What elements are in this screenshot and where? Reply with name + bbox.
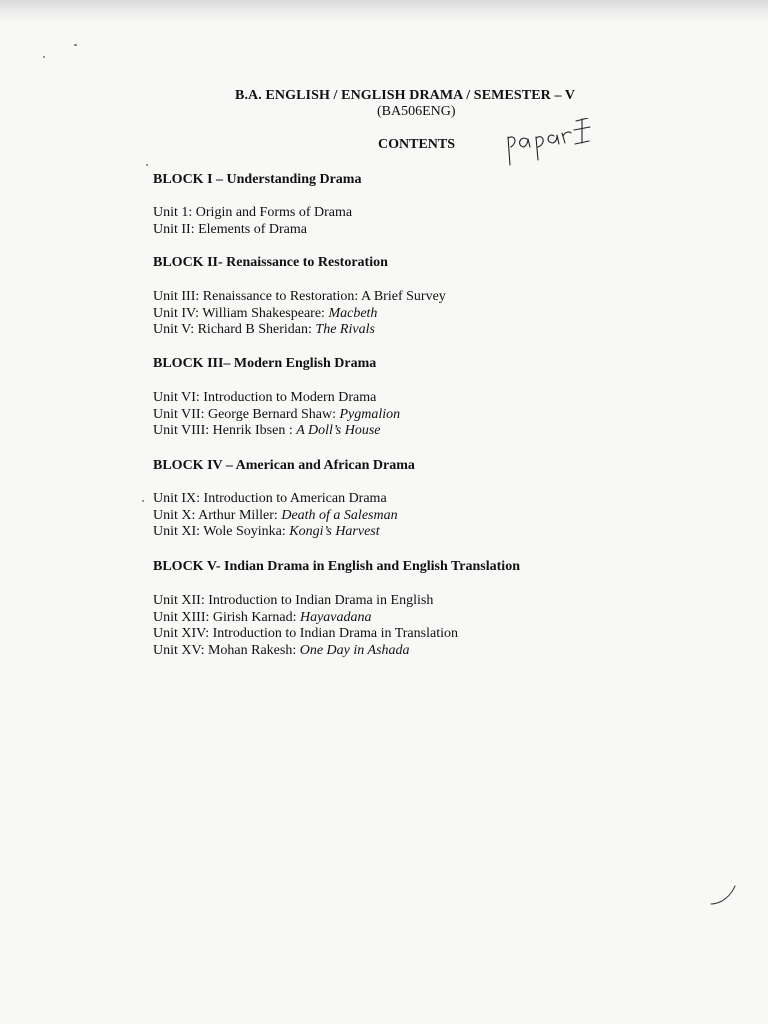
scan-speck xyxy=(74,44,77,46)
unit-label: Unit XIII: Girish Karnad: xyxy=(153,609,300,625)
block-1-unit-list xyxy=(153,205,352,238)
unit-entry xyxy=(153,643,458,660)
unit-label: Unit XV: Mohan Rakesh: xyxy=(153,642,300,658)
unit-label: Unit II: Elements of Drama xyxy=(153,221,307,237)
block-heading: BLOCK I – Understanding Drama xyxy=(153,172,362,187)
unit-label: Unit V: Richard B Sheridan: xyxy=(153,322,316,337)
block-heading: BLOCK V- Indian Drama in English and English Translation xyxy=(153,559,520,574)
unit-entry xyxy=(153,610,458,627)
unit-entry xyxy=(153,626,458,643)
unit-entry xyxy=(153,205,352,222)
block-3-unit-list xyxy=(153,390,400,440)
scan-top-edge xyxy=(0,0,768,22)
scan-speck xyxy=(142,500,144,502)
work-title: Death of a Salesman xyxy=(281,507,398,523)
unit-label: Unit XII: Introduction to Indian Drama in English xyxy=(153,593,434,608)
unit-label: Unit IX: Introduction to American Drama xyxy=(153,491,387,506)
unit-entry xyxy=(153,524,398,541)
unit-label: Unit VII: George Bernard Shaw: xyxy=(153,406,340,422)
unit-label: Unit IV: William Shakespeare: xyxy=(153,305,329,321)
unit-label: Unit VI: Introduction to Modern Drama xyxy=(153,390,377,405)
block-5-unit-list xyxy=(153,593,458,659)
unit-label: Unit 1: Origin and Forms of Drama xyxy=(153,205,353,220)
handwritten-paper-note xyxy=(503,118,595,168)
unit-entry xyxy=(153,222,352,239)
work-title: One Day in Ashada xyxy=(299,642,410,658)
block-heading: BLOCK III– Modern English Drama xyxy=(153,356,377,371)
unit-entry xyxy=(153,407,400,424)
pen-stroke-mark xyxy=(708,884,738,908)
block-4-unit-list xyxy=(153,491,398,541)
unit-label: Unit X: Arthur Miller: xyxy=(153,507,282,523)
unit-label: Unit XI: Wole Soyinka: xyxy=(153,524,290,539)
contents-heading: CONTENTS xyxy=(378,137,456,152)
work-title: Kongi’s Harvest xyxy=(289,524,380,539)
scan-speck xyxy=(146,164,148,166)
unit-label: Unit XIV: Introduction to Indian Drama in Translation xyxy=(153,626,458,641)
work-title: The Rivals xyxy=(315,322,375,337)
work-title: A Doll’s House xyxy=(296,423,381,438)
block-heading: BLOCK II- Renaissance to Restoration xyxy=(153,255,388,270)
unit-label: Unit VIII: Henrik Ibsen : xyxy=(153,423,297,438)
unit-entry xyxy=(153,390,400,407)
unit-entry xyxy=(153,289,446,306)
work-title: Hayavadana xyxy=(299,609,372,625)
unit-label: Unit III: Renaissance to Restoration: A Brief Survey xyxy=(153,289,446,304)
course-code: (BA506ENG) xyxy=(377,104,456,119)
scan-speck xyxy=(43,56,45,58)
work-title: Pygmalion xyxy=(339,406,401,422)
block-heading: BLOCK IV – American and African Drama xyxy=(153,458,415,473)
work-title: Macbeth xyxy=(328,305,378,321)
unit-entry xyxy=(153,508,398,525)
block-2-unit-list xyxy=(153,289,446,339)
unit-entry xyxy=(153,306,446,323)
unit-entry xyxy=(153,593,458,610)
unit-entry xyxy=(153,491,398,508)
unit-entry xyxy=(153,322,446,339)
document-title: B.A. ENGLISH / ENGLISH DRAMA / SEMESTER – V xyxy=(235,88,576,103)
unit-entry xyxy=(153,423,400,440)
